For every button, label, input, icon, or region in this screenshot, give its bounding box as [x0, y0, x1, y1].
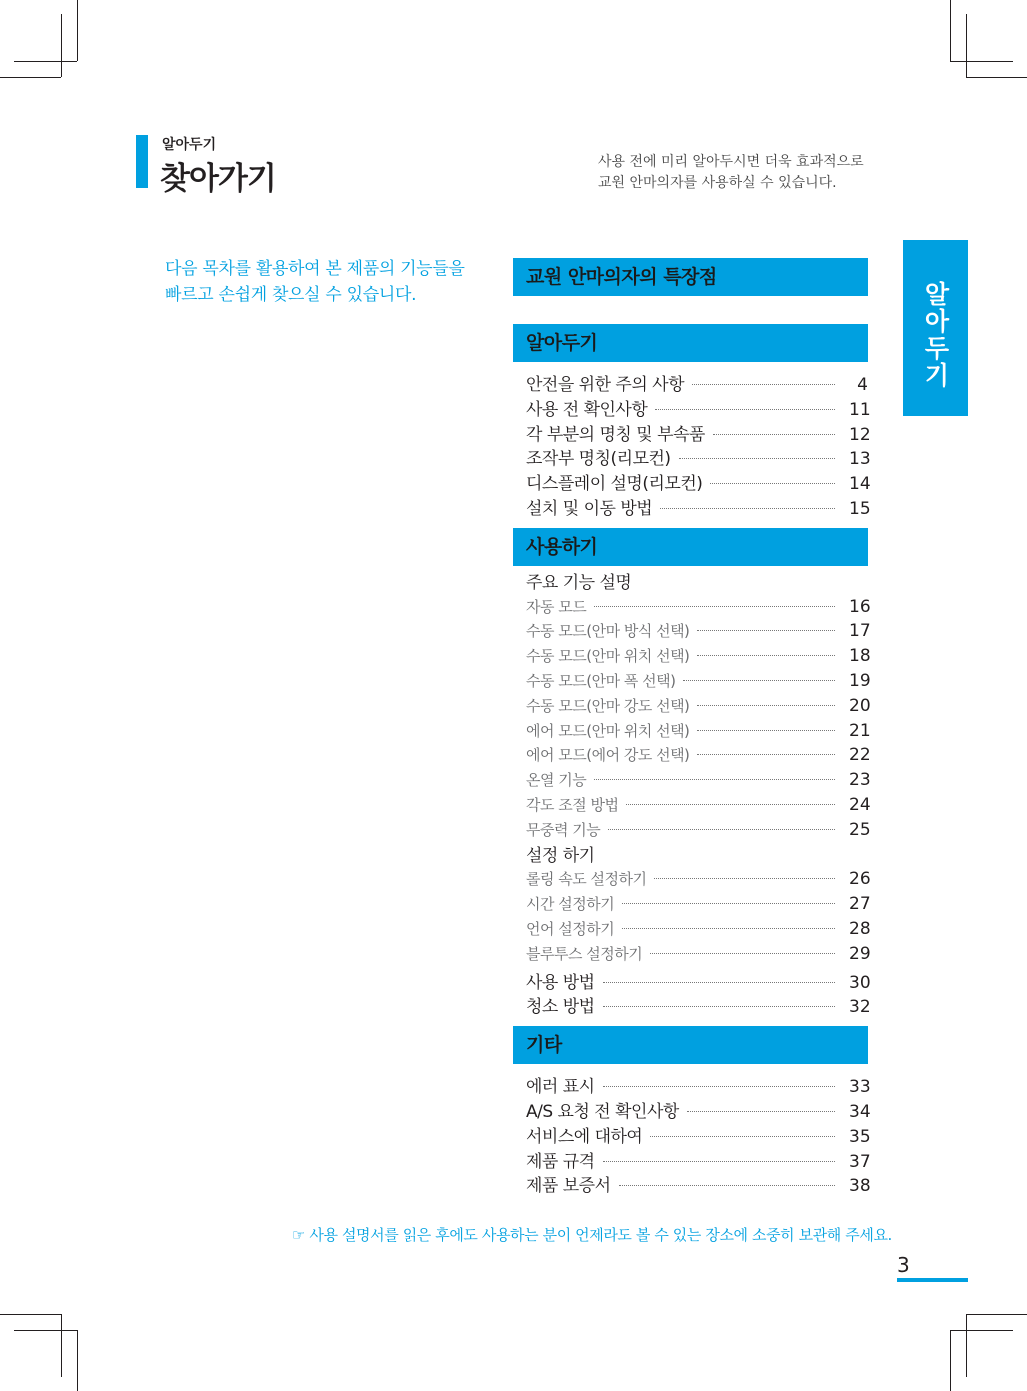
toc-feature-heading[interactable]: 교원 안마의자의 특장점: [513, 258, 868, 296]
toc-entry[interactable]: [513, 395, 871, 420]
crop-mark: [77, 0, 78, 61]
toc-entry-page: 13: [849, 449, 871, 470]
toc-entry-label: 수동 모드(안마 위치 선택): [526, 647, 690, 666]
leader-dots: [594, 779, 835, 780]
leader-dots: [692, 384, 835, 385]
leader-dots: [622, 903, 835, 904]
toc-entry-page: 25: [849, 819, 871, 840]
toc-entry-page: 32: [849, 997, 871, 1018]
toc-entry-page: 21: [849, 720, 871, 741]
toc-entry-label: A/S 요청 전 확인사항: [526, 1101, 679, 1122]
crop-mark: [77, 1330, 78, 1391]
leader-dots: [655, 409, 835, 410]
leader-dots: [697, 754, 835, 755]
toc-entry-page: 30: [849, 972, 871, 993]
table-of-contents: [513, 258, 871, 1197]
toc-entry[interactable]: [513, 1097, 871, 1122]
toc-entry-label: 각 부분의 명칭 및 부속품: [526, 424, 705, 445]
toc-entry-page: 15: [849, 498, 871, 519]
toc-entry-label: 언어 설정하기: [526, 919, 615, 938]
leader-dots: [626, 804, 835, 805]
toc-entry-label: 서비스에 대하여: [526, 1126, 643, 1147]
toc-entry-label: 수동 모드(안마 폭 선택): [526, 671, 676, 690]
intro-text: [598, 152, 864, 194]
toc-entry[interactable]: [513, 992, 871, 1018]
toc-entry-page: 22: [849, 745, 871, 766]
leader-dots: [697, 630, 835, 631]
page-number: 3: [897, 1253, 910, 1277]
toc-entry[interactable]: [513, 769, 871, 794]
side-tab: 알아두기: [903, 240, 968, 416]
leader-dots: [710, 483, 835, 484]
crop-mark: [61, 14, 62, 77]
toc-entry[interactable]: [513, 744, 871, 769]
toc-entry-page: 38: [849, 1176, 871, 1197]
toc-entry-label: 사용 방법: [526, 972, 595, 993]
lead-text: [165, 256, 465, 308]
toc-entry-label: 각도 조절 방법: [526, 795, 619, 814]
footer-note: ☞ 사용 설명서를 읽은 후에도 사용하는 분이 언제라도 볼 수 있는 장소에 소중히 보관해 주세요.: [292, 1226, 892, 1244]
toc-entry-page: 20: [849, 695, 871, 716]
toc-section-heading[interactable]: 기타: [513, 1026, 868, 1064]
leader-dots: [619, 1185, 835, 1186]
toc-entry[interactable]: [513, 1147, 871, 1172]
toc-entry-label: 설치 및 이동 방법: [526, 498, 653, 519]
toc-entry-page: 4: [857, 375, 868, 395]
crop-mark: [0, 1314, 61, 1315]
toc-entry-label: 제품 규격: [526, 1151, 595, 1172]
toc-entry-label: 수동 모드(안마 방식 선택): [526, 622, 690, 641]
crop-mark: [14, 1330, 77, 1331]
toc-entry[interactable]: [513, 444, 871, 470]
toc-entry-label: 에어 모드(안마 위치 선택): [526, 721, 690, 740]
toc-entry-page: 18: [849, 646, 871, 667]
leader-dots: [697, 730, 835, 731]
toc-entry[interactable]: [513, 968, 871, 993]
toc-entry-page: 34: [849, 1101, 871, 1122]
page-number-underline: [897, 1278, 968, 1282]
toc-entry-page: 35: [849, 1126, 871, 1147]
toc-entry-label: 조작부 명칭(리모컨): [526, 449, 671, 470]
leader-dots: [650, 1136, 835, 1137]
lead-line: 빠르고 손쉽게 찾으실 수 있습니다.: [165, 285, 417, 305]
leader-dots: [608, 829, 835, 830]
toc-entry[interactable]: [513, 620, 871, 645]
leader-dots: [679, 458, 835, 459]
toc-entry-page: 29: [849, 943, 871, 964]
toc-entry-label: 온열 기능: [526, 771, 587, 790]
title-accent-bar: [136, 135, 148, 188]
toc-entry-label: 시간 설정하기: [526, 895, 615, 914]
leader-dots: [603, 982, 835, 983]
toc-entry-label: 제품 보증서: [526, 1176, 611, 1197]
toc-entry-page: 12: [849, 424, 871, 445]
toc-entry-page: 23: [849, 770, 871, 791]
toc-entry[interactable]: [513, 645, 871, 670]
toc-entry-page: 27: [849, 894, 871, 915]
toc-entry[interactable]: [513, 494, 871, 519]
section-kicker: 알아두기: [162, 137, 217, 153]
toc-entry[interactable]: [513, 469, 871, 495]
toc-entry[interactable]: [513, 1072, 871, 1098]
page-title: 찾아가기: [160, 161, 276, 197]
leader-dots: [687, 1111, 835, 1112]
toc-section-heading[interactable]: 사용하기: [513, 528, 868, 566]
toc-entry[interactable]: [513, 819, 871, 844]
crop-mark: [966, 14, 967, 77]
leader-dots: [603, 1086, 835, 1087]
toc-entry-label: 무중력 기능: [526, 820, 601, 839]
toc-entry[interactable]: [513, 596, 871, 621]
crop-mark: [950, 61, 1013, 62]
crop-mark: [966, 77, 1027, 78]
toc-entry-label: 에어 모드(에어 강도 선택): [526, 746, 690, 765]
toc-entry-label: 자동 모드: [526, 597, 587, 616]
leader-dots: [654, 878, 835, 879]
toc-entry[interactable]: [513, 943, 871, 968]
toc-entry-label: 롤링 속도 설정하기: [526, 870, 647, 889]
toc-entry[interactable]: [513, 1171, 871, 1197]
toc-entry-page: 17: [849, 621, 871, 642]
toc-entry-label: 디스플레이 설명(리모컨): [526, 474, 703, 495]
crop-mark: [966, 1314, 1027, 1315]
toc-entry-page: 24: [849, 794, 871, 815]
leader-dots: [713, 434, 835, 435]
crop-mark: [966, 1314, 967, 1377]
toc-entry[interactable]: [513, 695, 871, 720]
toc-entry-page: 11: [849, 399, 871, 420]
toc-entry[interactable]: [513, 720, 871, 745]
leader-dots: [603, 1006, 835, 1007]
toc-entry-label: 청소 방법: [526, 997, 595, 1018]
toc-entry[interactable]: [513, 670, 871, 695]
toc-entry[interactable]: [513, 420, 871, 445]
crop-mark: [950, 1330, 951, 1391]
toc-entry[interactable]: [513, 893, 871, 918]
toc-section-heading[interactable]: 알아두기: [513, 324, 868, 362]
leader-dots: [683, 680, 835, 681]
toc-entry[interactable]: [513, 370, 868, 395]
toc-entry[interactable]: [513, 794, 871, 819]
toc-entry-page: 33: [849, 1077, 871, 1098]
toc-entry-page: 37: [849, 1151, 871, 1172]
crop-mark: [61, 1314, 62, 1377]
toc-entry[interactable]: [513, 1122, 871, 1147]
intro-line: 교원 안마의자를 사용하실 수 있습니다.: [598, 175, 837, 191]
toc-entry-label: 블루투스 설정하기: [526, 944, 643, 963]
toc-entry-page: 28: [849, 918, 871, 939]
toc-entry-label: 에러 표시: [526, 1077, 595, 1098]
toc-entry[interactable]: [513, 868, 871, 893]
leader-dots: [622, 928, 835, 929]
crop-mark: [950, 1330, 1013, 1331]
toc-subsection-title: 설정 하기: [526, 845, 595, 866]
crop-mark: [950, 0, 951, 61]
leader-dots: [650, 953, 835, 954]
toc-entry-label: 안전을 위한 주의 사항: [526, 375, 685, 395]
leader-dots: [594, 606, 835, 607]
toc-entry-label: 사용 전 확인사항: [526, 399, 648, 420]
toc-subsection-title: 주요 기능 설명: [526, 572, 632, 593]
leader-dots: [697, 655, 835, 656]
toc-entry-label: 수동 모드(안마 강도 선택): [526, 696, 690, 715]
toc-entry-page: 14: [849, 474, 871, 495]
toc-entry-page: 26: [849, 869, 871, 890]
crop-mark: [14, 61, 77, 62]
leader-dots: [660, 508, 835, 509]
leader-dots: [603, 1161, 835, 1162]
toc-entry-page: 19: [849, 670, 871, 691]
leader-dots: [697, 705, 835, 706]
intro-line: 사용 전에 미리 알아두시면 더욱 효과적으로: [598, 154, 864, 170]
toc-entry[interactable]: [513, 918, 871, 943]
crop-mark: [0, 77, 61, 78]
lead-line: 다음 목차를 활용하여 본 제품의 기능들을: [165, 259, 465, 279]
toc-entry-page: 16: [849, 596, 871, 617]
